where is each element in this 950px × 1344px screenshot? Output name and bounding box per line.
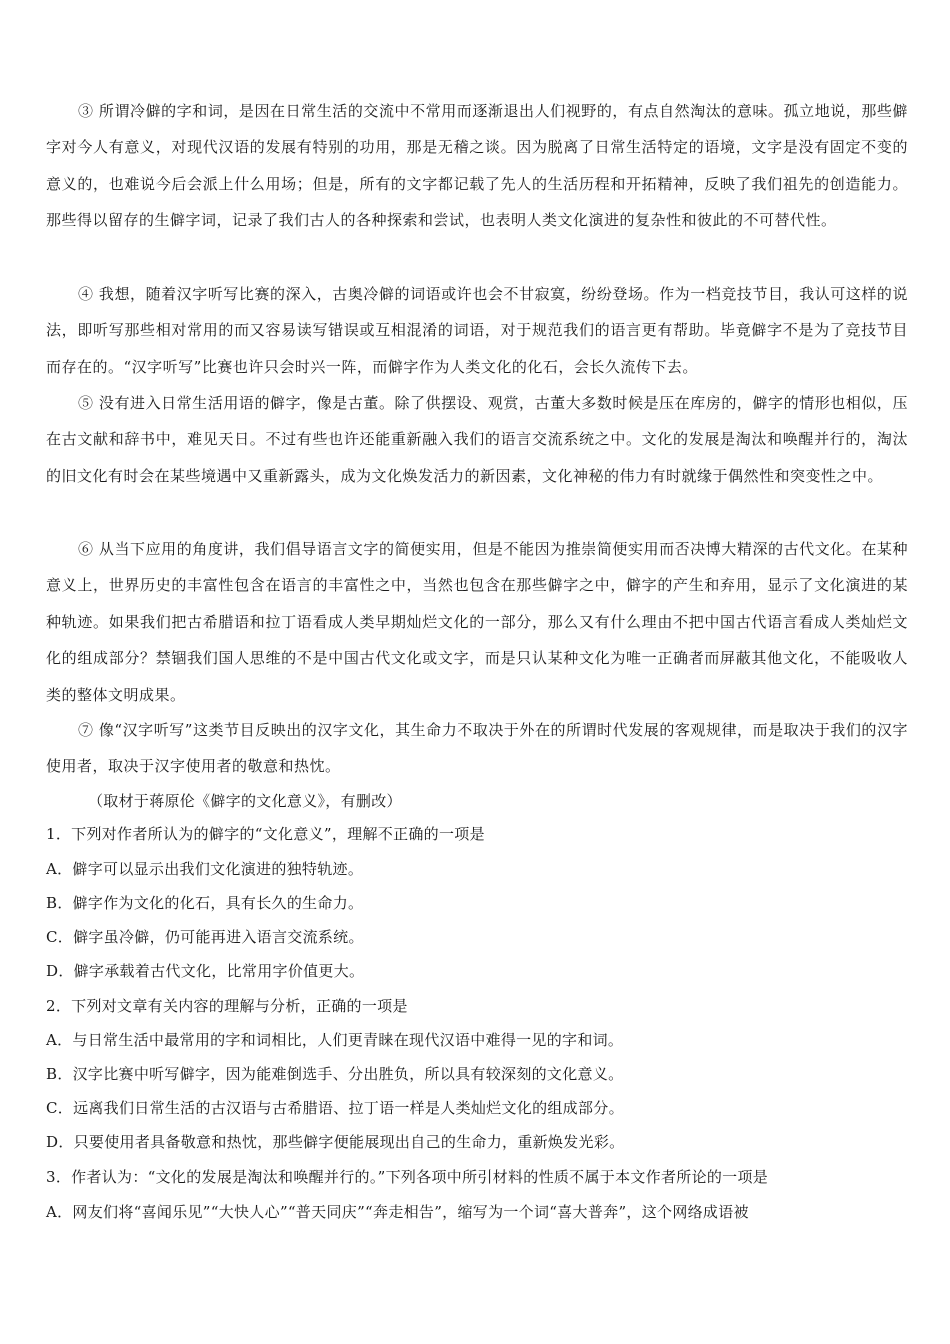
- question-1-option-c: C．僻字虽冷僻，仍可能再进入语言交流系统。: [46, 928, 364, 946]
- question-2-option-b: B．汉字比赛中听写僻字，因为能难倒选手、分出胜负，所以具有较深刻的文化意义。: [46, 1065, 624, 1083]
- question-1-option-d: D．僻字承载着古代文化，比常用字价值更大。: [46, 962, 365, 980]
- paragraph-4: ④ 我想，随着汉字听写比赛的深入，古奥冷僻的词语或许也会不甘寂寞，纷纷登场。作为一档竞技节目，我认可这样的说法，即听写那些相对常用的而又容易读写错误或互相混淆的词语，对于规范我们的语言更有帮助。毕竟僻字不是为了竞技节目而存在的。“汉字听写”比赛也许只会时兴一阵，而僻字作为人类文化的化石，会长久流传下去。: [46, 285, 908, 376]
- question-3-option-a: A．网友们将“喜闻乐见”“大快人心”“普天同庆”“奔走相告”，缩写为一个词“喜大普奔”，这个网络成语被: [46, 1203, 749, 1221]
- question-1-option-b: B．僻字作为文化的化石，具有长久的生命力。: [46, 894, 364, 912]
- question-2-option-d: D．只要使用者具备敬意和热忱，那些僻字便能展现出自己的生命力，重新焕发光彩。: [46, 1133, 625, 1151]
- question-2-stem: 2．下列对文章有关内容的理解与分析，正确的一项是: [46, 997, 408, 1015]
- question-1-option-a: A．僻字可以显示出我们文化演进的独特轨迹。: [46, 860, 364, 878]
- paragraph-6: ⑥ 从当下应用的角度讲，我们倡导语言文字的简便实用，但是不能因为推崇简便实用而否决博大精深的古代文化。在某种意义上，世界历史的丰富性包含在语言的丰富性之中，当然也包含在那些僻字之中，僻字的产生和弃用，显示了文化演进的某种轨迹。如果我们把古希腊语和拉丁语看成人类早期灿烂文化的一部分，那么又有什么理由不把中国古代语言看成人类灿烂文化的组成部分？禁锢我们国人思维的不是中国古代文化或文字，而是只认某种文化为唯一正确者而屏蔽其他文化，不能吸收人类的整体文明成果。: [46, 540, 908, 704]
- question-2-option-c: C．远离我们日常生活的古汉语与古希腊语、拉丁语一样是人类灿烂文化的组成部分。: [46, 1099, 624, 1117]
- source-citation: （取材于蒋原伦《僻字的文化意义》，有删改）: [88, 792, 402, 810]
- paragraph-7: ⑦ 像“汉字听写”这类节目反映出的汉字文化，其生命力不取决于外在的所谓时代发展的客观规律，而是取决于我们的汉字使用者，取决于汉字使用者的敬意和热忱。: [46, 721, 908, 776]
- question-1-stem: 1．下列对作者所认为的僻字的“文化意义”，理解不正确的一项是: [46, 825, 485, 843]
- question-2-option-a: A．与日常生活中最常用的字和词相比，人们更青睐在现代汉语中难得一见的字和词。: [46, 1031, 624, 1049]
- question-3-stem: 3．作者认为：“文化的发展是淘汰和唤醒并行的。”下列各项中所引材料的性质不属于本文作者所论的一项是: [46, 1168, 769, 1186]
- paragraph-3: ③ 所谓冷僻的字和词，是因在日常生活的交流中不常用而逐渐退出人们视野的，有点自然淘汰的意味。孤立地说，那些僻字对今人有意义，对现代汉语的发展有特别的功用，那是无稽之谈。因为脱离了日常生活特定的语境，文字是没有固定不变的意义的，也难说今后会派上什么用场；但是，所有的文字都记载了先人的生活历程和开拓精神，反映了我们祖先的创造能力。那些得以留存的生僻字词，记录了我们古人的各种探索和尝试，也表明人类文化演进的复杂性和彼此的不可替代性。: [46, 102, 908, 230]
- paragraph-5: ⑤ 没有进入日常生活用语的僻字，像是古董。除了供摆设、观赏，古董大多数时候是压在库房的，僻字的情形也相似，压在古文献和辞书中，难见天日。不过有些也许还能重新融入我们的语言交流系统之中。文化的发展是淘汰和唤醒并行的，淘汰的旧文化有时会在某些境遇中又重新露头，成为文化焕发活力的新因素，文化神秘的伟力有时就缘于偶然性和突变性之中。: [46, 394, 908, 485]
